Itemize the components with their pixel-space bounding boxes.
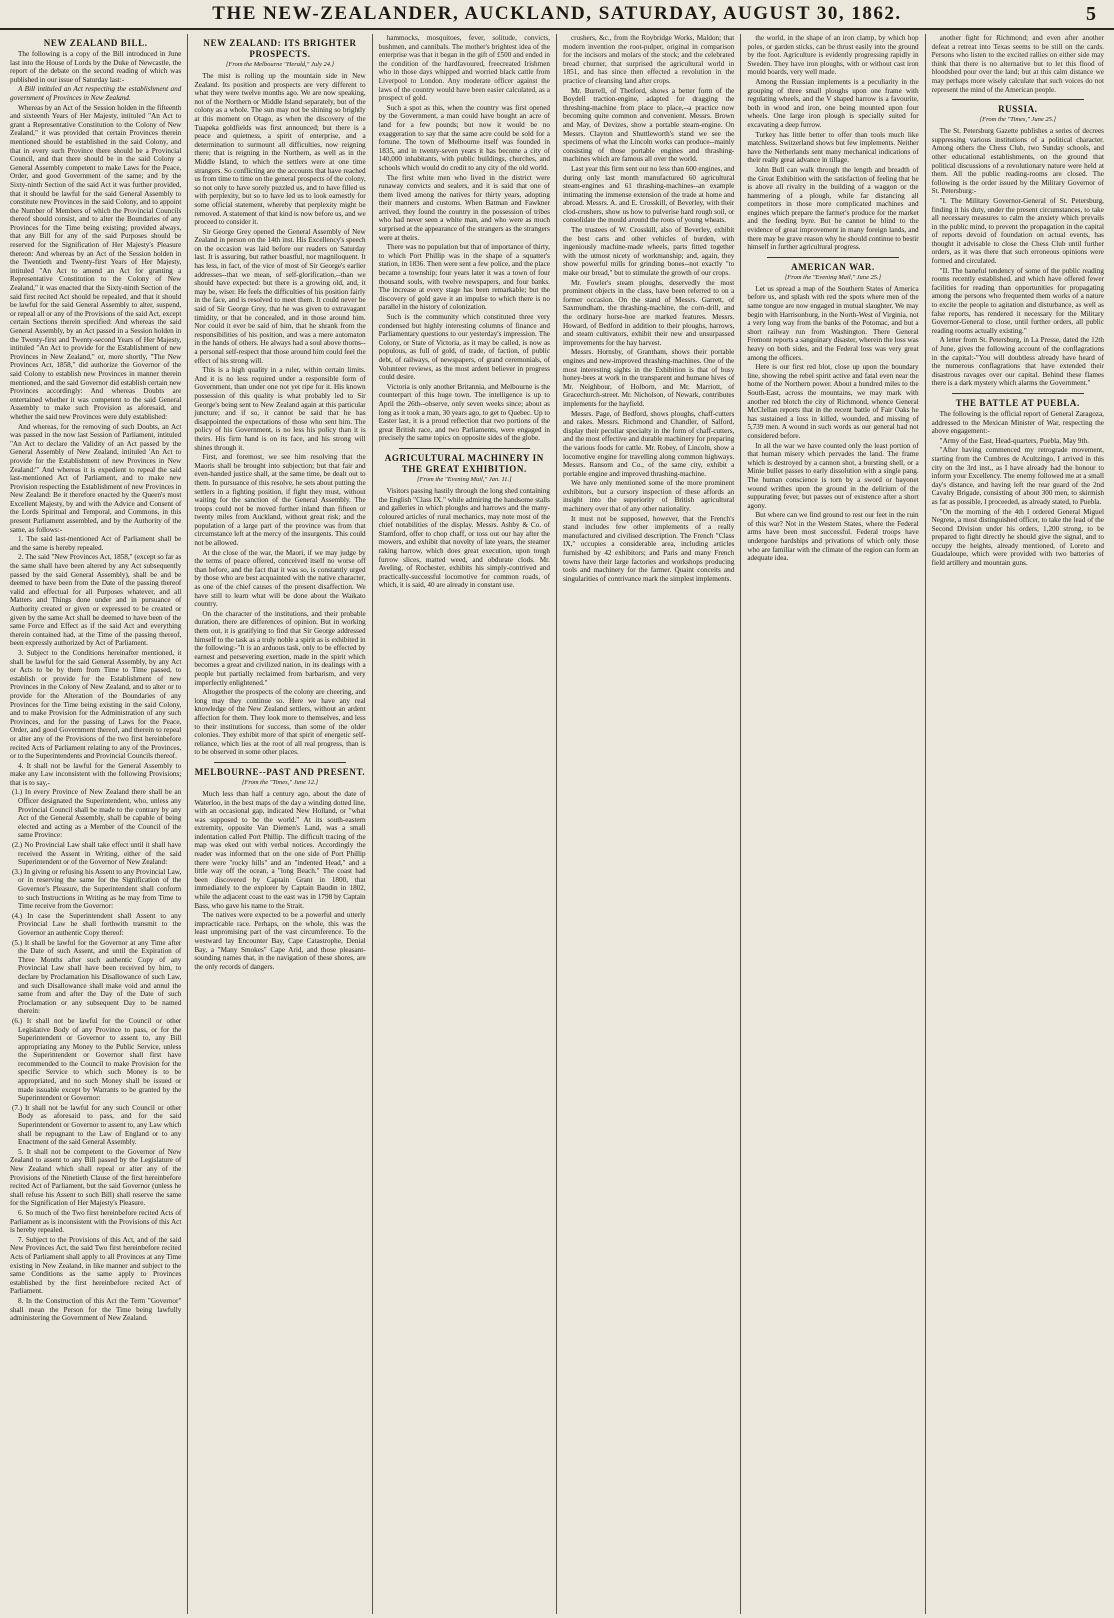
continued-text: crushers, &c., from the Roybridge Works, Maldon; that modern invention the root-pulper, original in comparison for the incisors and molars of the stock; and the celebrated bread churner, that surprised the agricultural world in 1851, and has since then effected a revolution in the practice of cleansing land after crops. — [562, 34, 735, 85]
article-paragraph: Such a spot as this, when the country was first opened by the Government, a man could have bought an acre of land for a few pounds; but now it would be no exaggeration to say that the same acre could be sold for a fortune. The town of Melbourne itself was founded in 1835, and in twenty-seven years it has become a city of 140,000 inhabitants, with public buildings, churches, and schools which would do credit to any city of the old world. — [378, 103, 550, 172]
article-heading: RUSSIA. — [998, 104, 1038, 115]
article-source: [From the "Evening Mail," Jan. 11.] — [417, 475, 512, 483]
article-paragraph: The trustees of W. Crosskill, also of Beverley, exhibit the best carts and other vehicles of burden, with ingeniously machine-made wheels, parts fitted together with the utmost nicety of workmanship; and, again, they show powerful mills for grinding bones--not exactly "to make our bread," but to stimulate the growth of our crops. — [562, 226, 735, 278]
article-paragraph: Visitors passing hastily through the long shed containing the English "Class IX." while admiring the handsome stalls and galleries in which ploughs and harrows and the many-coloured articles of rural mechanics, may note most of the chief notabilities of the display. Messrs. Ashby & Co. of Stamford, offer to chop chaff, or toss out our hay after the mowers, and exhibit that novelty of late years, the steamer raking harrow, which does great execution, upon tough furrow slices, matted weed, and obdurate clods. Mr. Aveling, of Rochester, exhibits his simply-contrived and practically-successful locomotive for common roads, of which, it is said, 40 are already in constant use. — [378, 486, 550, 590]
bill-clause: (2.) No Provincial Law shall take effect until it shall have received the Assent in Writing, either of the said Superintendent or of the Governor of New Zealand: — [12, 841, 182, 867]
article-source: [From the "Times," June 12.] — [241, 778, 319, 786]
article-paragraph: "After having commenced my retrograde movement, starting from the Cumbres de Acultzingo, I arrived in this city on the 3rd inst., as I have already had the honour to inform your Excellency. The enemy followed me at a small day's distance, and having left the rear guard of the 2nd Cavalry Brigade, consisting of about 300 men, to skirmish as far as possible, I proceeded, as already stated, to Puebla. — [931, 446, 1104, 506]
bill-clause: (3.) In giving or refusing his Assent to any Provincial Law, or in reserving the same for the Signification of the Governor's Pleasure, the Superintendent shall conform to such Instructions in Writing as he may from Time to Time receive from the Governor: — [12, 867, 182, 911]
article-paragraph: We have only mentioned some of the more prominent exhibitors, but a cursory inspection of these affords an insight into the superiority of British agricultural machinery over that of any other nationality. — [562, 479, 735, 514]
column-5 — [741, 34, 925, 1614]
article-paragraph: Messrs. Page, of Bedford, shows ploughs, chaff-cutters and rakes. Messrs. Richmond and Chandler, of Salford, display their peculiar specialty in the form of chaff-cutters, and the most effective and durable machinery for preparing the various foods for cattle. Mr. Robey, of Lincoln, show a locomotive engine for travelling along common highways. Messrs. Ransom and Co., of the same city, exhibit a portable engine and improved thrashing-machine. — [562, 409, 735, 478]
bill-section: 1. The said last-mentioned Act of Parliament shall be and the same is hereby repealed. — [10, 535, 182, 552]
article-heading: AMERICAN WAR. — [791, 261, 875, 272]
article-divider — [952, 99, 1084, 100]
article-divider — [767, 257, 898, 258]
article-paragraph: At the close of the war, the Maori, if we may judge by the terms of peace offered, conceived itself no worse off than before, and the fact that it was so, is constantly urged by those who are best acquainted with the native character, as one of the chief causes of the present disaffection. We have still to learn what will be done about the Waikato country. — [194, 548, 366, 609]
article-paragraph: In all the war we have counted only the least portion of that human misery which pervades the land. The frame which is destroyed by a cannon shot, a bursting shell, or a Minie bullet passes to early dissolution with a single pang. The human conscience is torn by a sword or bayonet wound writhes upon the ground in the delirium of the suppurating fever, but passes out of existence after a short agony. — [747, 441, 919, 510]
bill-section: 2. The said "New Provinces Act, 1858," (except so far as the same shall have been altered by any Act subsequently passed by the said General Assembly), shall be and be deemed to have been from the Date of the passing thereof valid and effectual for all Purposes whatever, and all Matters and Things done under and in pursuance of Authority created or given or expressed to be created or given by the same Act shall be deemed to have been of the same Force and Effect as if the said Act and everything therein contained had, at the Time of the passing thereof, been expressly authorized by Act of Parliament. — [10, 553, 182, 648]
article-paragraph: The St. Petersburg Gazette publishes a series of decrees suppressing various institutions of a political character. Among others the Chess Club, two Sunday schools, and other educational establishments, on the ground that political discussions of a revolutionary nature were held at them. All the public reading-rooms are closed. The following is the order issued by the Military Governor of St. Petersburg:- — [931, 127, 1104, 196]
bill-clause: (5.) It shall be lawful for the Governor at any Time after the Date of such Assent, and until the Expiration of Three Months after such authentic Copy of any Provincial Law shall have been received by him, to declare by Proclamation his Disallowance of such Law, and such Disallowance shall make void and annul the same from and after the Day of the Date of such Proclamation or any subsequent Day to be named therein: — [12, 938, 182, 1016]
article-paragraph: Altogether the prospects of the colony are cheering, and long may they continue so. Here we have any real knowledge of the New Zealand settlers, without an ardent affection for them. They look more to themselves, and less to their institutions for success, than some of the older colonies. They exhibit more of that spirit of energetic self-reliance, which lies at the root of all real progress, than is to be observed in some other places. — [194, 688, 366, 757]
bill-section: 4. It shall not be lawful for the General Assembly to make any Law inconsistent with the following Provisions; that is to say,- — [10, 761, 182, 787]
article-source: [From the Melbourne "Herald," July 24.] — [225, 61, 335, 68]
article-paragraph: "On the morning of the 4th I ordered General Miguel Negrete, a most distinguished officer, to take the lead of the Second Division under his orders, 1,200 strong, to be prepared to fight directly he should give the signal, and to occupy the heights, already mentioned, of Loreto and Guadaloupe, which were provided with two batteries of field artillery and mountain guns. — [931, 507, 1104, 568]
bill-section: 6. So much of the Two first hereinbefore recited Acts of Parliament as is inconsistent with the Provisions of this Act is hereby repealed. — [10, 1208, 182, 1235]
column-1 — [4, 34, 188, 1614]
column-4 — [557, 34, 741, 1614]
article-divider — [952, 393, 1084, 394]
article-paragraph: John Bull can walk through the length and breadth of the Great Exhibition with the satisfaction of feeling that he is above all rivalry in the building of a waggon or the hammering of a plough, while far distancing all competitors in those more complicated machines and engines which prepare the farmer's produce for the market and the feeding byre. But he cannot be blind to the evidence of great improvement in many foreign lands, and there may be grave reason why he should continue to bestir himself in further agricultural progress. — [747, 165, 919, 252]
bill-clause: (6.) It shall not be lawful for the Council or other Legislative Body of any Province to pass, or for the Superintendent or Governor to assent to, any Bill appropriating any Money to the Public Service, unless the Superintendent or Governor shall first have recommended to the Council to make Provision for the specific Service to which such Money is to be appropriated, and no such Money shall be issued or made issuable except by Warrants to be granted by the Superintendent or Governor: — [12, 1016, 182, 1103]
article-paragraph: The following is the official report of General Zaragoza, addressed to the Mexican Minister of War, respecting the above engagement:- — [931, 409, 1104, 436]
article-paragraph: There was no population but that of importance of thirty, to which Port Phillip was in the shape of a squatter's station, in 1836. Then were sent a few police, and the place became a township; four years later it was a town of four thousand souls, with twelve newspapers, and four banks. The increase at every stage has been remarkable; but the discovery of gold gave it an impulse to which there is no parallel in the history of colonization. — [378, 243, 550, 312]
article-paragraph: Victoria is only another Britannia, and Melbourne is the counterpart of this huge town. The intelligence is up to April the 26th--observe, only seven weeks since; about as long as it took a man, 30 years ago, to get to Quebec. Up to Easter last, it is a proud reflection that two portions of the great British race, and two Parliaments, were engaged in precisely the same topics on opposite sides of the globe. — [378, 382, 550, 443]
bill-clause: (1.) In every Province of New Zealand there shall be an Officer designated the Superintendent, who, unless any Provincial Council shall be made to the contrary by any Act of the General Assembly, shall be capable of being elected and acting as a Member of the Council of the same Province: — [12, 788, 182, 840]
bill-section: 3. Subject to the Conditions hereinafter mentioned, it shall be lawful for the said General Assembly, by any Act or Acts to be by them from Time to Time passed, to establish or provide for the Establishment of new Provinces in the Colony of New Zealand, and to alter or to provide for the Alteration of the Boundaries of any Provinces for the Time being existing in the said Colony, and to make Provision for the Administration of any such Provinces, and for the passing of Laws for the Peace, Order, and good Government thereof, and therein to repeal or alter any of the Provisions of the two first hereinbefore recited Acts of Parliament relating to any of the Provinces, or to the Superintendents and Provincial Councils thereof. — [10, 648, 182, 761]
article-paragraph: And whereas, for the removing of such Doubts, an Act was passed in the now last Session of Parliament, intituled "An Act to declare the Validity of an Act passed by the General Assembly of New Zealand, intituled 'An Act to provide for the Establishment of new Provinces in New Zealand:'" And whereas it is expedient to repeal the said last-mentioned Act of Parliament, and to make new Provision respecting the Establishment of new Provinces in New Zealand: Be it therefore enacted by the Queen's most Excellent Majesty, by and with the Advice and Consent of the Lords Spiritual and Temporal, and Commons, in this present Parliament assembled, and by the Authority of the same, as follows:- — [10, 422, 182, 534]
article-paragraph: Among the Russian implements is a peculiarity in the grouping of three small ploughs upon one frame with regulating wheels, and the V shaped harrow is a favourite, both in wood and iron, one being mounted upon four wheels. One large iron plough is specially suited for excavating a deep furrow. — [747, 77, 919, 129]
article-paragraph: First, and foremost, we see him resolving that the Maoris shall be brought into subjection; but that fair and even-handed justice shall, at the same time, be dealt out to them. In pursuance of this resolve, he sets about putting the settlers in a fighting position, if fight they must, without waiting for the sanction of the General Assembly. The troops could not be moved further inland than fifteen or twenty miles from Auckland, without great risk; and the population of a large part of the province was from that circumstance left at the mercy of the insurgents. This could not be allowed. — [194, 453, 366, 548]
article-source: [From the "Evening Mail," June 25.] — [784, 273, 882, 281]
article-paragraph: Whereas by an Act of the Session holden in the fifteenth and sixteenth Years of Her Majesty, intituled "An Act to grant a Representative Constitution to the Colony of New Zealand," it was provided that certain Provinces therein mentioned should be established in the said Colony, and that in every such Province there should be a Provincial Council, and that there should be in the said Colony a General Assembly competent to make Laws for the Peace, Order, and good Government of the same; and by the Sixty-ninth Section of the said Act it was further provided, that it should be lawful for the said General Assembly to constitute new Provinces in the said Colony, and to appoint the Number of Members of which the Provincial Councils thereof should consist, and to alter the Boundaries of any Provinces for the Time being existing; provided always, that any Bill for any of the said Purposes should be reserved for the Signification of Her Majesty's Pleasure thereon: And whereas by an Act of the Session holden in the Twentieth and Twenty-first Years of Her Majesty, intituled "An Act to amend an Act for granting a Representative Constitution to the Colony of New Zealand," it was enacted that the Sixty-ninth Section of the said first recited Act should be repealed, and that it should be lawful for the said General Assembly to alter, suspend, or repeal all or any of the Provisions of the said Act, except certain Sections therein specified: And whereas the said General Assembly, by an Act passed in a Session holden in the Twenty-first and Twenty-second Years of Her Majesty, intituled "An Act to provide for the Establishment of new Provinces in New Zealand," or, more shortly, "The New Provinces Act, 1858," did authorize the Governor of the said Colony to establish new Provinces in manner therein mentioned, and the said Governor did establish certain new Provinces accordingly: And whereas Doubts are entertained whether it was competent to the said General Assembly to make such Provision as aforesaid, and whether the said new Provinces were duly established: — [10, 103, 182, 421]
article-heading: THE BATTLE AT PUEBLA. — [955, 397, 1080, 408]
page-number: 5 — [1086, 3, 1096, 25]
column-3 — [373, 34, 557, 1614]
article-heading: NEW ZEALAND BILL. — [43, 38, 148, 48]
article-paragraph: But where can we find ground to rest our feet in the ruin of this war? Not in the Western States, where the Federal arms have been most successful. Federal troops have undergone hardships and privations of which only those who are familiar with the climate of the region can form an adequate idea. — [747, 511, 919, 563]
article-paragraph: This is a high quality in a ruler, within certain limits. And it is no less required under a responsible form of Government, than under one not yet ripe for it. His known possession of this quality is what probably led to Sir George's being sent to New Zealand again at this particular juncture; and if so, it cannot be said that he has disappointed the expectations of those who sent him. The policy of his Government, is no less his policy than it is theirs. His firm hand is on its face, and his strong will shines through it. — [194, 366, 366, 452]
article-heading: MELBOURNE--PAST AND PRESENT. — [194, 766, 366, 777]
continued-text: the world, in the shape of an iron clamp, by which hop poles, or garden sticks, can be thrust easily into the ground by the foot. Agriculture is evidently progressing rapidly in Sweden. They have iron ploughs, with or without cast iron mould boards, very well made. — [747, 34, 919, 77]
article-divider — [399, 448, 530, 449]
continued-text: another fight for Richmond; and even after another defeat a retreat into Texas seems to be still on the cards. Persons who listen to the excited rallies on either side may think that there is no alternative but to let this flood of bloodshed pour over the land; but at this calm distance we may perhaps more wisely calculate that such voices do not represent the mind of the American people. — [931, 34, 1104, 94]
article-paragraph: It must not be supposed, however, that the French's stand includes few other implements of a really manufactured and civilised description. The French "Class IX," occupies a considerable area, including articles furnished by 42 exhibitors; and Paris and many French towns have their large factories and workshops producing tools and machinery for the farmer. Quaint conceits and singularities of contrivance mark the simplest implements. — [562, 514, 735, 583]
article-paragraph: Such is the community which constituted three very condensed but highly interesting columns of finance and Parliamentary questions to our yesterday's impression. The Colony, or State of Victoria, as it may be called, is now as populous, as full of gold, of trade, of faction, of public debt, of railways, of newspapers, of grand ceremonials, of Volunteer reviews, as the most ardent believer in progress could desire. — [378, 313, 550, 382]
article-paragraph: Sir George Grey opened the General Assembly of New Zealand in person on the 14th inst. His Excellency's speech on the occasion was laid before our readers on Saturday last. It is assuring, but rather boastful, nor magniloquent. It has less, in fact, of the vice of most of Sir George's earlier addresses--that we mean, of self-glorification,--than we should have expected: but there is a growing old, and, it may be, wiser. He feels the difficulties of his position fairly in the face, and is resolved to meet them. It could never be said of Sir George Grey, that he was given to extravagant timidity, or that he concealed, and in those around him. Nor could it ever be said of him, that he shrank from the responsibilities of his position, and was a mere automaton in the hands of others. He always had a soul above thorns--a personal self-respect that those around him could feel the effect of his strong will. — [194, 227, 366, 365]
article-paragraph: "II. The baneful tendency of some of the public reading rooms recently established, and which have offered fewer facilities for reading than opportunities for propagating among the persons who frequented them works of a nature to excite the people to agitation and disturbance, as well as false reports, has rendered it necessary for the Military Governor-General to close, until further orders, all public reading rooms actually existing." — [931, 266, 1104, 335]
article-paragraph: Mr. Fowler's steam ploughs, deservedly the most prominent objects in the class, have been referred to on a former occasion. On the stand of Messrs. Garrett, of Saxmundham, the thrashing-machine, the corn-drill, and the ordinary horse-hoe are marked features. Messrs. Howard, of Bedford in addition to their ploughs, harrows, and steam cultivators, exhibit their new and unsurpassed improvements for the hay harvest. — [562, 278, 735, 347]
article-paragraph: "Army of the East, Head-quarters, Puebla, May 9th. — [939, 436, 1089, 445]
article-paragraph: Last year this firm sent out no less than 600 engines, and during only last month manufactured 60 agricultural steam-engines and 61 thrashing-machines--an example intimating the immense extension of the trade at home and abroad. Messrs. A. and E. Crosskill, of Beverley, with their clod-crushers, show us how to pulverise hard rough soil, or consolidate the mould around the roots of young wheats. — [562, 164, 735, 225]
continued-text: hammocks, mosquitoes, fever, solitude, convicts, bushmen, and cannibals. The mother's brightest idea of the enterprise was that it began in the gift of £500 and ended in the condition of the hardfavoured, freecreated Irishmen who in those days whipped and worried black cattle from Liverpool to London. Any moderate officer against the laws of the country would have been easier calculated, as a prospect of gold. — [378, 34, 550, 103]
article-source: [From the "Times," June 25.] — [979, 116, 1056, 124]
article-paragraph: On the character of the institutions, and their probable duration, there are differences of opinion. But in working them out, it is gratifying to find that Sir George addressed himself to the task as a truly noble a spirit as is exhibited in the following:-"It is an arduous task, only to be effected by earnest and persevering exertion, made in the spirit which becomes a great and civilized nation, in its dealings with a people but partially reclaimed from barbarism, and very imperfectly enlightened." — [194, 609, 366, 687]
article-paragraph: Let us spread a map of the Southern States of America before us, and splash with red the spots where men of the same tongue are now engaged in mutual slaughter. We may begin with Harrisonburg, in the North-West of Virginia, not a very long way from the banks of the Potomac, and but a short railway run from Washington. There General Fremont reports a sanguinary disaster, wherein the loss was heavy on both sides, and the Federal loss was very great among the officers. — [747, 284, 919, 362]
column-6 — [926, 34, 1110, 1614]
bill-title: A Bill intituled an Act respecting the establishment and government of Provinces in New Zealand. — [10, 85, 182, 102]
article-paragraph: The mist is rolling up the mountain side in New Zealand. Its position and prospects are very different to what they were twelve months ago. We are now speaking, not of the Northern or Middle Island separately, but of the colony as a whole. The sun may not be shining so brightly at this moment on Otago, as when the discovery of the Tuapeka goldfields was first announced; but there is a peace and quietness, a spirit of enterprise, and a determination to surmount all difficulties, now reigning there; that is reigning in the Northern, as well as in the Middle Island, to which the settlers were at one time strangers. So conflicting are the accounts that have reached us from time to time on the general prospects of the colony, so not only to have sorely puzzled us, and to have filled us with perplexity, but so to have led us to look earnestly for some official statement, whereby that perplexity might be removed. A statement of that kind is now before us, and we proceed to consider it. — [194, 72, 366, 227]
article-paragraph: Much less than half a century ago, about the date of Waterloo, in the best maps of the day a winding dotted line, with an occasional gap, indicated New Holland, or "what was supposed to be the world." At its south-eastern extremity, opposite Van Diemen's Land, was a small indentation called Port Phillip. The difficult tracing of the map was eked out with verbal notices. Accordingly the reader was informed that on the one side of Port Phillip there were "rocky hills" and an "indented Head," and a little way off the ocean, a "long Beach." The coast had been discovered by Captain Grant in 1800, that immediately to the explorer by Captain Baudin in 1802, while the adjacent coast to the east was in 1798 by Captain Bass, who gave his name to the Strait. — [194, 789, 366, 910]
article-paragraph: Messrs. Hornsby, of Grantham, shows their portable engines and new-improved thrashing-machines. One of the most interesting sights in the Exhibition is that of busy honey-bees at work in the transparent and humane hives of Mr. Neighbour, of Holborn, and Mr. Marriott, of Gracechurch-street. Mr. Nicholson, of Newark, contributes implements for the hayfield. — [562, 348, 735, 408]
article-paragraph: Here is our first red blot, close up upon the boundary line, showing the rebel spirit active and fatal even near the home of the Northern power. About a hundred miles to the South-East, across the mountains, we may mark with another red blotch the city of Richmond, whence General McClellan reports that in the recent battle of Fair Oaks he has sustained a loss in killed, wounded, and missing of 5,739 men. A wound in such words as our general had not considered before. — [747, 363, 919, 440]
article-paragraph: A letter from St. Petersburg, in La Presse, dated the 12th of June, gives the following account of the conflagrations in the capital:-"You will doubtless already have heard of the numerous conflagrations that have extended their disastrous ravages over our capital. Behind these flames there is a dark mystery which alarms the Government." — [931, 336, 1104, 388]
masthead-title: THE NEW-ZEALANDER, AUCKLAND, SATURDAY, AUGUST 30, 1862. — [212, 3, 902, 24]
bill-clause: (4.) In case the Superintendent shall Assent to any Provincial Law he shall forthwith transmit to the Governor an authentic Copy thereof: — [12, 911, 182, 937]
article-paragraph: Turkey has little better to offer than tools much like matchless. Switzerland shows but few implements. Neither have the Netherlands sent many mechanical indications of their really great advance in tillage. — [747, 130, 919, 165]
bill-section: 7. Subject to the Provisions of this Act, and of the said New Provinces Act, the said Two first hereinbefore recited Acts of Parliament shall apply to all Provinces at any Time existing in New Zealand, in like manner and subject to the same Conditions as the same apply to Provinces established by the first hereinbefore recited Act of Parliament. — [10, 1235, 182, 1296]
article-paragraph: The following is a copy of the Bill introduced in June last into the House of Lords by the Duke of Newcastle, the report of the debate on the second reading of which was published in our issue of Saturday last:- — [10, 50, 182, 84]
columns — [4, 34, 1110, 1614]
article-paragraph: "I. The Military Governor-General of St. Petersburg, finding it his duty, under the present circumstances, to take all necessary measures to calm the anxiety which prevails in the public mind, to prevent the propagation in the capital of reports devoid of foundation on actual events, has thought it advisable to close the Chess Club until further orders, as it was there that such erroneous opinions were formed and circulated. — [931, 196, 1104, 266]
article-paragraph: The natives were expected to be a powerful and utterly impracticable race. Perhaps, on the whole, this was the least unpromising part of the vast circumference. To the westward lay Encounter Bay, Cape Catastrophe, Denial Bay, a "Many Smokes" Cape Arid, and those pleasant-sounding names that, in the navigation of these shores, are the only records of dangers. — [194, 911, 366, 971]
column-2 — [188, 34, 372, 1614]
bill-section: 5. It shall not be competent to the Governor of New Zealand to assent to any Bill passed by the Legislature of New Zealand which shall repeal or alter any of the Provisions of the Ninetieth Clause of the first hereinbefore recited Act of Parliament, but the said Governor (unless he shall refuse his Assent to such Bill) shall reserve the same for the Signification of Her Majesty's Pleasure. — [10, 1147, 182, 1208]
bill-section: 8. In the Construction of this Act the Term "Governor" shall mean the Person for the Time being lawfully administering the Government of New Zealand. — [10, 1296, 182, 1323]
article-heading: AGRICULTURAL MACHINERY IN THE GREAT EXHIBITION. — [384, 452, 544, 474]
article-heading: NEW ZEALAND: ITS BRIGHTER PROSPECTS. — [203, 38, 357, 59]
article-paragraph: The first white men who lived in the district were runaway convicts and sealers, and it is said that one of them lived among the natives for thirty years, adopting their manners and customs. When Batman and Fawkner arrived, they found the country in the possession of tribes who had never seen a white man, and who were as much surprised at the appearance of the strangers as the strangers were at theirs. — [378, 173, 550, 242]
article-paragraph: Mr. Burrell, of Thetford, shows a better form of the Boydell traction-engine, adapted for dragging the threshing-machine from place to place,--a practice now becoming quite common and convenient. Messrs. Brown and May, of Devizes, show a portable steam-engine. On Messrs. Clayton and Shuttleworth's stand we see the specimens of what the Lincoln works can produce--mainly consisting of those portable engines and thrashing-machines which are famous all over the world. — [562, 86, 735, 164]
masthead — [0, 0, 1114, 30]
bill-clause: (7.) It shall not be lawful for any such Council or other Body as aforesaid to pass, and for the said Superintendent or Governor to assent to, any Law which shall be repugnant to the Law of England or to any Enactment of the said General Assembly. — [12, 1103, 182, 1147]
article-divider — [214, 762, 345, 763]
